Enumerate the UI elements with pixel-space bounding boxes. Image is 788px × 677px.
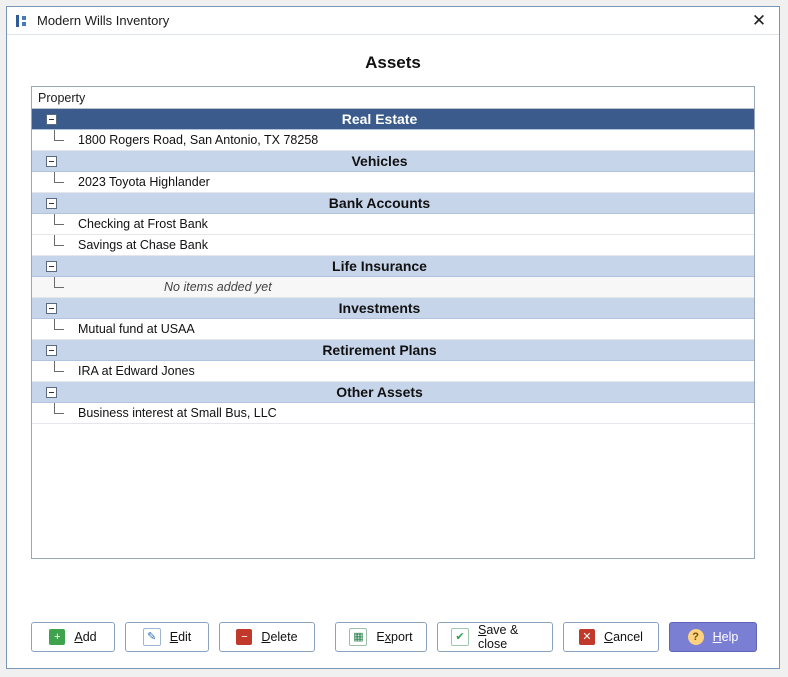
check-icon: ✔ bbox=[451, 628, 469, 646]
assets-grid bbox=[31, 86, 755, 559]
save-close-button[interactable] bbox=[437, 622, 553, 652]
export-button[interactable] bbox=[335, 622, 427, 652]
category-row-investments[interactable] bbox=[32, 298, 754, 319]
export-button-label: Export bbox=[376, 630, 413, 644]
tree-connector-icon bbox=[32, 235, 78, 256]
page-title: Assets bbox=[365, 53, 421, 72]
category-row-vehicles[interactable] bbox=[32, 151, 754, 172]
tree-connector-icon bbox=[32, 172, 78, 193]
minus-icon: − bbox=[236, 629, 252, 645]
category-row-life-insurance[interactable] bbox=[32, 256, 754, 277]
app-icon bbox=[15, 14, 29, 28]
asset-row[interactable] bbox=[32, 214, 754, 235]
asset-row[interactable] bbox=[32, 172, 754, 193]
asset-label: Mutual fund at USAA bbox=[78, 322, 195, 336]
category-row-real-estate[interactable] bbox=[32, 109, 754, 130]
collapse-icon[interactable] bbox=[46, 387, 57, 398]
asset-label: IRA at Edward Jones bbox=[78, 364, 195, 378]
collapse-icon[interactable] bbox=[46, 345, 57, 356]
category-label: Other Assets bbox=[336, 384, 423, 400]
tree-connector-icon bbox=[32, 277, 78, 298]
add-button-label: Add bbox=[74, 630, 97, 644]
column-header-property: Property bbox=[32, 87, 754, 109]
asset-label: Business interest at Small Bus, LLC bbox=[78, 406, 277, 420]
collapse-icon[interactable] bbox=[46, 114, 57, 125]
asset-label: Checking at Frost Bank bbox=[78, 217, 208, 231]
category-row-bank-accounts[interactable] bbox=[32, 193, 754, 214]
asset-label: 1800 Rogers Road, San Antonio, TX 78258 bbox=[78, 133, 319, 147]
question-icon: ? bbox=[688, 629, 704, 645]
help-button[interactable] bbox=[669, 622, 757, 652]
tree-connector-icon bbox=[32, 319, 78, 340]
cancel-button-label: Cancel bbox=[604, 630, 643, 644]
category-label: Life Insurance bbox=[332, 258, 427, 274]
collapse-icon[interactable] bbox=[46, 198, 57, 209]
category-label: Bank Accounts bbox=[328, 195, 431, 211]
edit-button[interactable] bbox=[125, 622, 209, 652]
window-title: Modern Wills Inventory bbox=[37, 13, 170, 28]
asset-row[interactable] bbox=[32, 130, 754, 151]
help-button-label: Help bbox=[712, 630, 739, 644]
tree-connector-icon bbox=[32, 403, 78, 424]
tree-connector-icon bbox=[32, 130, 78, 151]
category-row-retirement-plans[interactable] bbox=[32, 340, 754, 361]
asset-row[interactable] bbox=[32, 403, 754, 424]
pencil-icon: ✎ bbox=[143, 628, 161, 646]
delete-button-label: Delete bbox=[261, 630, 298, 644]
empty-placeholder-label: No items added yet bbox=[164, 280, 272, 294]
asset-row[interactable] bbox=[32, 361, 754, 382]
window-content bbox=[7, 35, 779, 606]
category-label: Vehicles bbox=[351, 153, 408, 169]
category-label: Investments bbox=[338, 300, 421, 316]
inventory-window bbox=[6, 6, 780, 669]
title-bar bbox=[7, 7, 779, 35]
asset-row[interactable] bbox=[32, 235, 754, 256]
x-icon: ✕ bbox=[579, 629, 595, 645]
button-bar bbox=[7, 606, 779, 668]
category-label: Real Estate bbox=[341, 111, 418, 127]
collapse-icon[interactable] bbox=[46, 156, 57, 167]
close-icon[interactable]: ✕ bbox=[751, 10, 767, 30]
category-row-other-assets[interactable] bbox=[32, 382, 754, 403]
asset-row[interactable] bbox=[32, 319, 754, 340]
save-close-button-label: Save & close bbox=[478, 623, 519, 651]
collapse-icon[interactable] bbox=[46, 261, 57, 272]
tree-connector-icon bbox=[32, 361, 78, 382]
edit-button-label: Edit bbox=[169, 630, 192, 644]
asset-label: 2023 Toyota Highlander bbox=[78, 175, 210, 189]
spreadsheet-icon: ▦ bbox=[349, 628, 367, 646]
asset-label: Savings at Chase Bank bbox=[78, 238, 208, 252]
category-label: Retirement Plans bbox=[322, 342, 437, 358]
collapse-icon[interactable] bbox=[46, 303, 57, 314]
add-button[interactable] bbox=[31, 622, 115, 652]
plus-icon: + bbox=[49, 629, 65, 645]
grid-body bbox=[32, 109, 754, 558]
cancel-button[interactable] bbox=[563, 622, 659, 652]
asset-row-empty bbox=[32, 277, 754, 298]
tree-connector-icon bbox=[32, 214, 78, 235]
delete-button[interactable] bbox=[219, 622, 315, 652]
